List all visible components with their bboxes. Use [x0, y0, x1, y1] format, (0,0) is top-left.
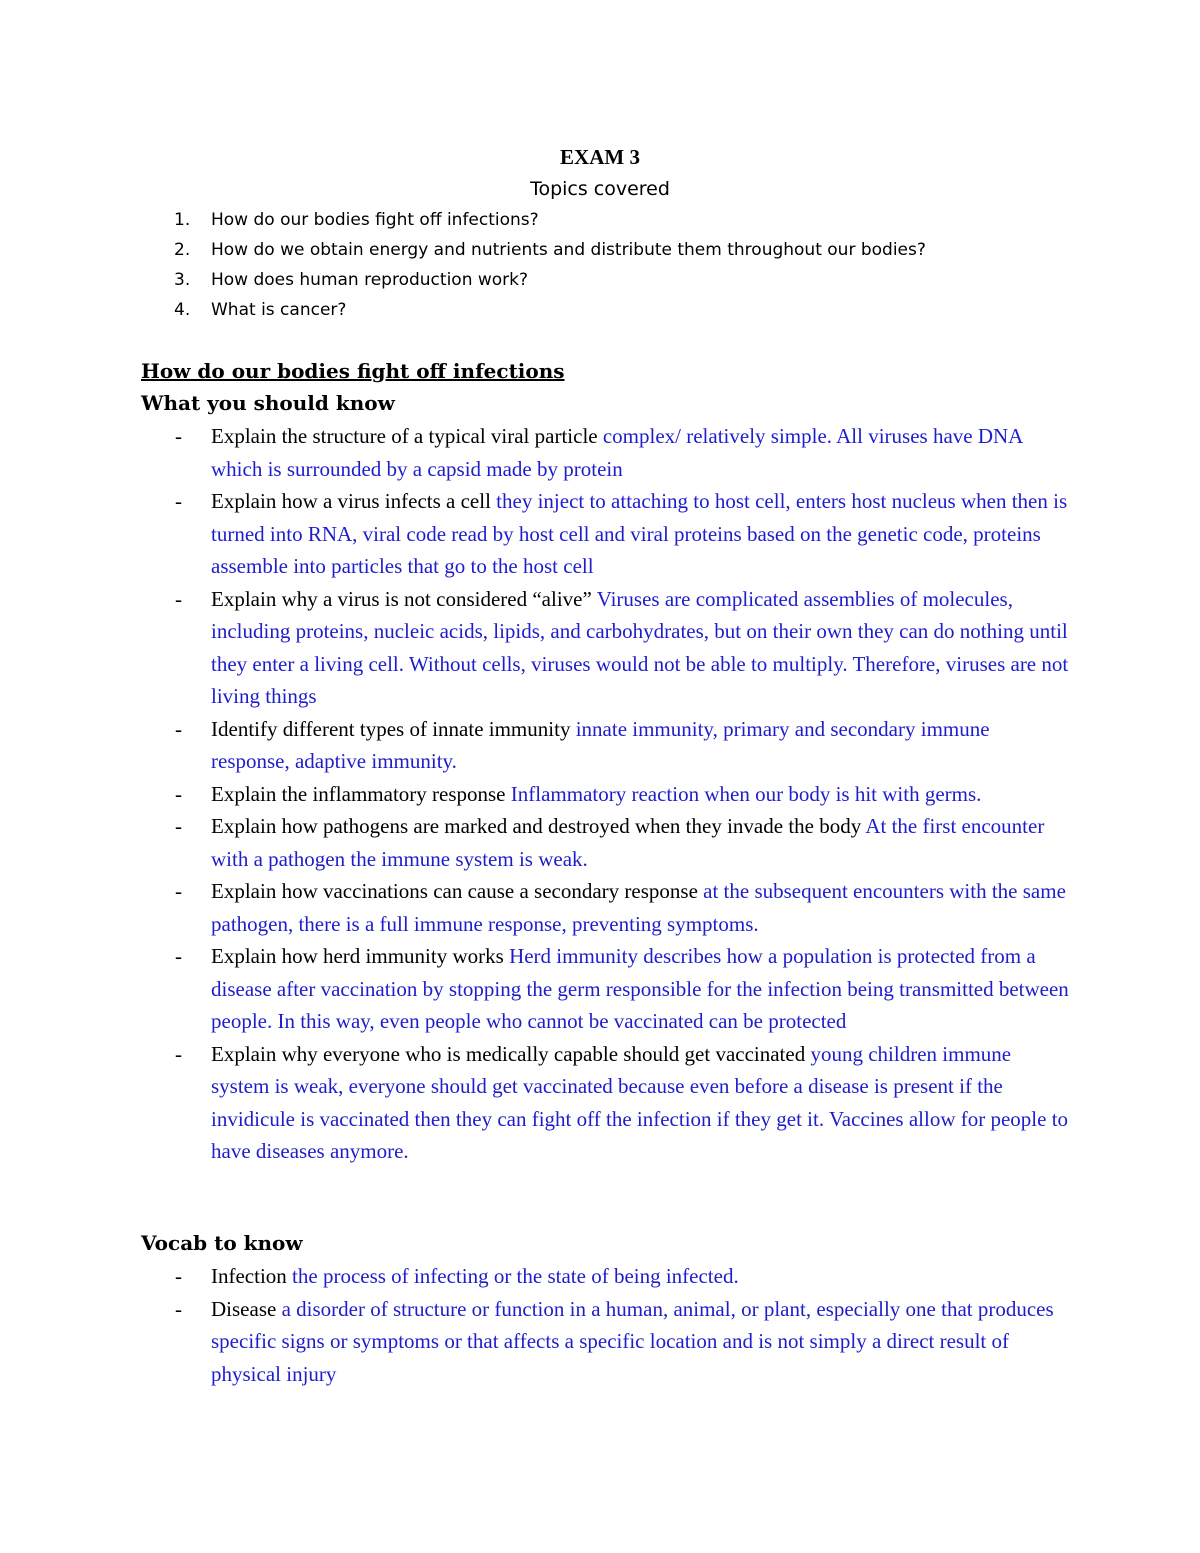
item-prompt: Explain how pathogens are marked and destroyed when they invade the body [211, 814, 866, 838]
know-item [0, 875, 1200, 940]
exam-title: EXAM 3 [560, 145, 640, 169]
know-item [0, 1038, 1200, 1168]
bullet-dash: - [175, 1296, 182, 1321]
vocab-item [0, 1293, 1200, 1391]
item-prompt: Explain why everyone who is medically capable should get vaccinated [211, 1041, 811, 1066]
topics-subtitle: Topics covered [530, 178, 670, 200]
bullet-dash: - [175, 781, 182, 806]
bullet-dash: - [175, 1264, 182, 1288]
bullet-dash: - [175, 586, 182, 611]
vocab-definition: the process of infecting or the state of being infected. [292, 1264, 739, 1288]
section-heading: How do our bodies fight off infections [141, 359, 565, 383]
bullet-dash: - [175, 424, 182, 448]
topic-number: 3. [174, 270, 191, 290]
vocab-item [0, 1260, 1200, 1293]
topic-text: How do our bodies fight off infections? [211, 210, 539, 230]
bullet-dash: - [175, 1041, 182, 1066]
topic-text: How do we obtain energy and nutrients and distribute them throughout our bodies? [211, 240, 926, 260]
item-answer: complex/ relatively simple. All viruses have DNA which is surrounded by a capsid made by protein [211, 424, 1023, 481]
know-item [0, 420, 1200, 485]
item-answer: Herd immunity describes how a population is protected from a disease after vaccination by stopping the germ responsible for the infection being transmitted between people. In this way, even people who cannot be vaccinated can be protected [211, 944, 1069, 1033]
topic-item [0, 295, 1200, 325]
vocab-term: Infection [211, 1264, 293, 1288]
item-prompt: Explain how herd immunity works [211, 944, 510, 968]
know-list [0, 420, 1200, 1168]
topic-number: 4. [174, 300, 191, 320]
bullet-dash: - [175, 489, 182, 513]
item-answer: innate immunity, primary and secondary immune response, adaptive immunity. [211, 716, 990, 773]
topic-text: What is cancer? [211, 300, 347, 320]
item-prompt: Explain how a virus infects a cell [211, 489, 497, 513]
know-item [0, 810, 1200, 875]
item-answer: at the subsequent encounters with the same pathogen, there is a full immune response, preventing symptoms. [211, 879, 1066, 936]
item-prompt: Explain the structure of a typical viral particle [211, 424, 603, 448]
know-item [0, 713, 1200, 778]
know-heading: What you should know [141, 391, 395, 415]
know-item [0, 485, 1200, 583]
vocab-definition: a disorder of structure or function in a human, animal, or plant, especially one that produces specific signs or symptoms or that affects a specific location and is not simply a direct result of physical injury [211, 1296, 1054, 1386]
vocab-heading: Vocab to know [141, 1231, 303, 1255]
vocab-list [0, 1260, 1200, 1390]
bullet-dash: - [175, 944, 182, 968]
item-answer: Viruses are complicated assemblies of molecules, including proteins, nucleic acids, lipids, and carbohydrates, but on their own they can do nothing until they enter a living cell. Without cells, viruses would not be able to multiply. Therefore, viruses are not living things [211, 586, 1069, 708]
vocab-term: Disease [211, 1296, 282, 1321]
know-item [0, 583, 1200, 713]
item-prompt: Explain the inflammatory response [211, 781, 511, 806]
item-answer: Inflammatory reaction when our body is hit with germs. [510, 781, 982, 806]
know-item [0, 778, 1200, 811]
know-item [0, 940, 1200, 1038]
topic-item [0, 265, 1200, 295]
item-prompt: Identify different types of innate immunity [211, 716, 576, 741]
item-answer: they inject to attaching to host cell, enters host nucleus when then is turned into RNA, viral code read by host cell and viral proteins based on the genetic code, proteins assemble into particles that go to the host cell [211, 489, 1068, 578]
topic-text: How does human reproduction work? [211, 270, 529, 290]
topic-item [0, 205, 1200, 235]
topic-number: 1. [174, 210, 191, 230]
bullet-dash: - [175, 879, 182, 903]
bullet-dash: - [175, 814, 182, 838]
topic-number: 2. [174, 240, 191, 260]
item-prompt: Explain how vaccinations can cause a secondary response [211, 879, 704, 903]
item-answer: At the first encounter with a pathogen the immune system is weak. [211, 814, 1045, 871]
topics-list [0, 205, 1200, 325]
bullet-dash: - [175, 716, 182, 741]
item-answer: young children immune system is weak, everyone should get vaccinated because even before a disease is present if the invidicule is vaccinated then they can fight off the infection if they get it. Vaccines allow for people to have diseases anymore. [211, 1041, 1069, 1163]
item-prompt: Explain why a virus is not considered “alive” [211, 586, 597, 611]
topic-item [0, 235, 1200, 265]
